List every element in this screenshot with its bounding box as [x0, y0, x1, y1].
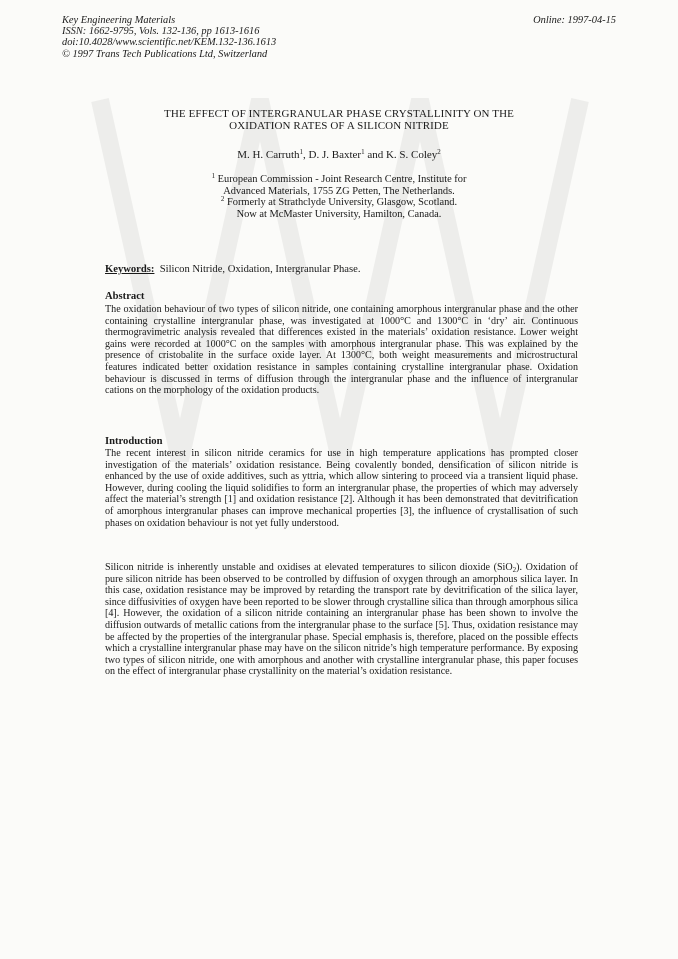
- affiliation-line-2: Advanced Materials, 1755 ZG Petten, The Netherlands.: [223, 185, 455, 197]
- author-3-affil: 2: [437, 148, 441, 156]
- affiliation-line-3: $^2$ Formerly at Strathclyde University, Glasgow, Scotland.: [220, 195, 458, 209]
- paper-title: [100, 108, 578, 132]
- title-line-2: OXIDATION RATES OF A SILICON NITRIDE: [229, 120, 449, 133]
- keywords-label: Keywords:: [105, 264, 155, 275]
- introduction-paragraph-1: The recent interest in silicon nitride ceramics for use in high temperature applications has prompted closer investigation of the materials’ oxidation resistance. Being covalently bonded, densification of silicon nitride is enhanced by the use of oxide additives, such as yttria, which allow sintering to proceed via a transient liquid phase. However, during cooling the liquid solidifies to form an intergranular phase, the properties of which may adversely affect the material’s strength [1] and oxidation resistance [2]. Although it has been demonstrated that devitrification of amorphous intergranular phases can improve mechanical properties [3], the influence of crystallisation of such phases on oxidation behaviour is not yet fully understood.: [105, 448, 578, 529]
- affiliation-line-1: $^1$ European Commission - Joint Research Centre, Institute for: [211, 172, 467, 185]
- affiliation-2-marker: 2: [220, 195, 225, 204]
- doi-line: doi:10.4028/www.scientific.net/KEM.132-136.1613: [62, 37, 277, 49]
- author-2: D. J. Baxter: [308, 149, 362, 161]
- introduction-paragraph-2: Silicon nitride is inherently unstable and oxidises at elevated temperatures to silicon dioxide (SiO$_2$). Oxidation of pure silicon nitride has been observed to be controlled by diffusion of oxygen through an amorphous silica layer. In this case, oxidation resistance may be improved by retarding the transport rate by devitrification of the silica layer, since diffusivities of oxygen have been reported to be slower through crystalline silica than through amorphous silica [4]. However, the oxidation of a silicon nitride containing an intergranular phase has been shown to involve the diffusion outwards of metallic cations from the intergranular phase to the surface [5]. Thus, oxidation resistance may be affected by the properties of the intergranular phase. Special emphasis is, therefore, placed on the possible effects which a crystalline intergranular phase may have on the silicon nitride’s high temperature performance. By exposing two types of silicon nitride, one with amorphous and another with crystalline intergranular phase, this paper focuses on the effect of intergranular phase crystallinity on the material’s oxidation resistance.: [105, 562, 578, 678]
- citation-header: [62, 15, 276, 60]
- copyright-line: © 1997 Trans Tech Publications Ltd, Switzerland: [62, 48, 268, 60]
- abstract-heading: Abstract: [105, 291, 145, 302]
- online-date: Online: 1997-04-15: [533, 15, 616, 26]
- author-conjunction: and: [367, 149, 384, 161]
- keywords-line: [105, 264, 360, 275]
- introduction-heading: Introduction: [105, 436, 163, 447]
- issn-line: ISSN: 1662-9795, Vols. 132-136, pp 1613-1616: [62, 26, 260, 38]
- affiliation-1-marker: 1: [211, 172, 216, 180]
- author-1-affil: 1: [299, 148, 304, 156]
- journal-name: Key Engineering Materials: [62, 15, 176, 26]
- author-3: K. S. Coley: [385, 149, 438, 161]
- keywords-text: Silicon Nitride, Oxidation, Intergranular Phase.: [159, 264, 361, 275]
- author-2-affil: 1: [361, 148, 365, 156]
- affiliation-line-4: Now at McMaster University, Hamilton, Canada.: [236, 208, 442, 220]
- affiliations: [100, 174, 578, 220]
- abstract-text: The oxidation behaviour of two types of silicon nitride, one containing amorphous intergranular phase and the other containing crystalline intergranular phase, was investigated at 1000°C and 1300°C in ‘dry’ air. Continuous thermogravimetric analysis revealed that differences existed in the materials’ oxidation resistance. Lower weight gains were recorded at 1000°C on the samples with amorphous intergranular phase. This was explained by the presence of cristobalite in the surface oxide layer. At 1300°C, both weight measurements and microstructural features indicated better oxidation resistance in samples containing crystalline intergranular phase. Oxidation behaviour is discussed in terms of diffusion through the intergranular phase and the influence of intergranular cations on the morphology of the oxidation products.: [105, 304, 578, 397]
- subscript-2: 2: [512, 566, 517, 574]
- title-line-1: THE EFFECT OF INTERGRANULAR PHASE CRYSTALLINITY ON THE: [164, 108, 514, 120]
- author-list: M. H. Carruth$^1$, D. J. Baxter$^1$ and K. S. Coley$^2$: [237, 148, 441, 161]
- author-1: M. H. Carruth: [237, 149, 300, 161]
